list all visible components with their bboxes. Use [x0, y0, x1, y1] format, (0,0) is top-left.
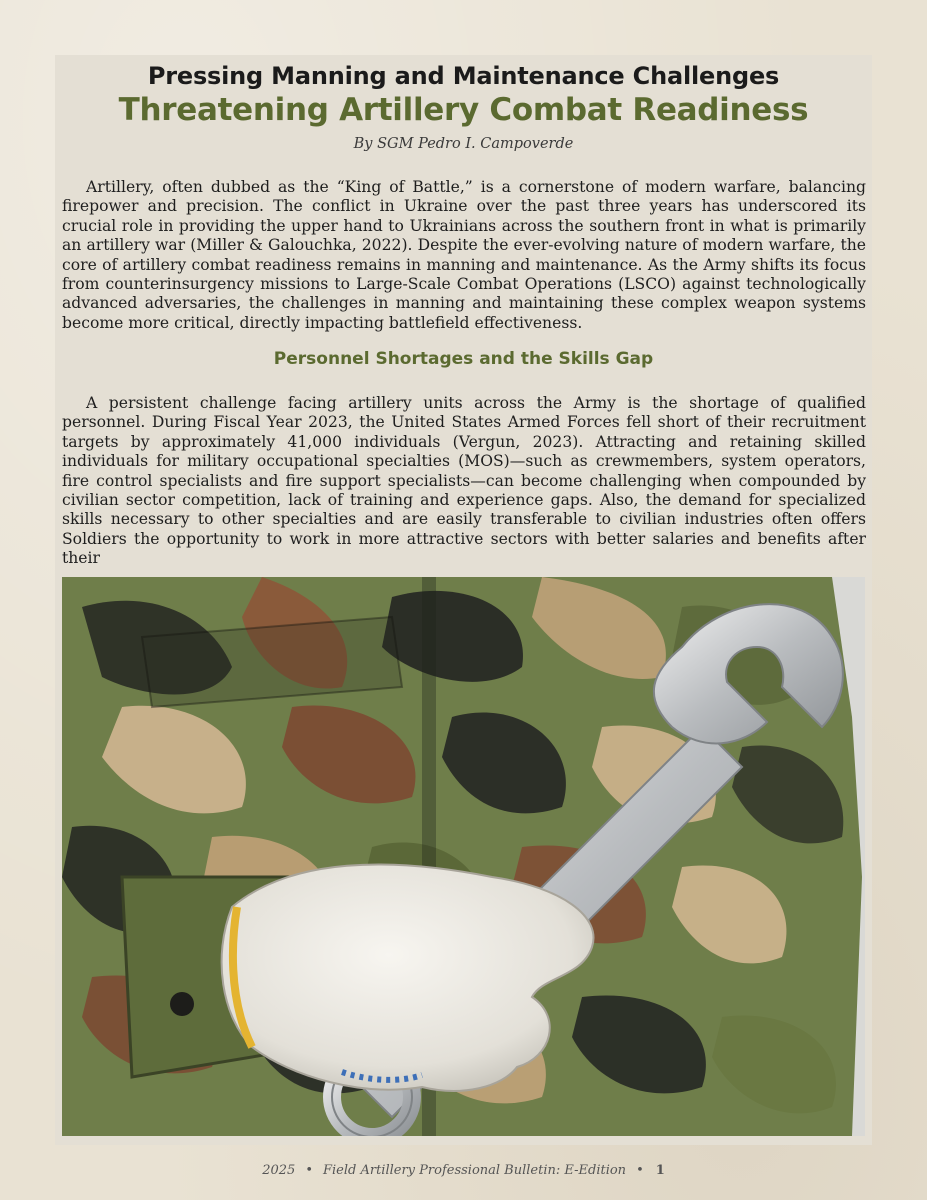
footer-separator-2: • [636, 1163, 644, 1178]
page-footer [0, 1163, 927, 1178]
intro-paragraph: Artillery, often dubbed as the “King of Battle,” is a cornerstone of modern warfare, balancing firepower and precision. The conflict in Ukraine over the past three years has underscored its crucial role in providing the upper hand to Ukrainians across the southern front in what is primarily an artillery war (Miller & Galouchka, 2022). Despite the ever-evolving nature of modern warfare, the core of artillery combat readiness remains in manning and maintenance. As the Army shifts its focus from counterinsurgency missions to Large-Scale Combat Operations (LSCO) against technologically advanced adversaries, the challenges in manning and maintaining these complex weapon systems become more critical, directly impacting battlefield effectiveness. [62, 178, 866, 332]
page-number: 1 [655, 1163, 665, 1178]
body-paragraph: A persistent challenge facing artillery units across the Army is the shortage of qualified personnel. During Fiscal Year 2023, the United States Armed Forces fell short of their recruitment targets by approximately 41,000 individuals (Vergun, 2023). Attracting and retaining skilled individuals for military occupational specialties (MOS)—such as crewmembers, system operators, fire control specialists and fire support specialists—can become challenging when compounded by civilian sector competition, lack of training and experience gaps. Also, the demand for specialized skills necessary to other specialties and are easily transferable to civilian industries often offers Soldiers the opportunity to work in more attractive sectors with better salaries and benefits after their [62, 394, 866, 568]
section-heading: Personnel Shortages and the Skills Gap [273, 349, 654, 369]
byline: By SGM Pedro I. Campoverde [353, 136, 574, 152]
cuff-button [170, 992, 194, 1016]
article-photo [62, 577, 865, 1136]
footer-publication: Field Artillery Professional Bulletin: E-Edition [322, 1163, 627, 1178]
article-title-line2: Threatening Artillery Combat Readiness [118, 92, 809, 128]
wrench-photo-illustration [62, 577, 865, 1136]
article-title-line1: Pressing Manning and Maintenance Challenges [147, 62, 780, 90]
footer-year: 2025 [262, 1163, 296, 1178]
footer-separator: • [305, 1163, 313, 1178]
